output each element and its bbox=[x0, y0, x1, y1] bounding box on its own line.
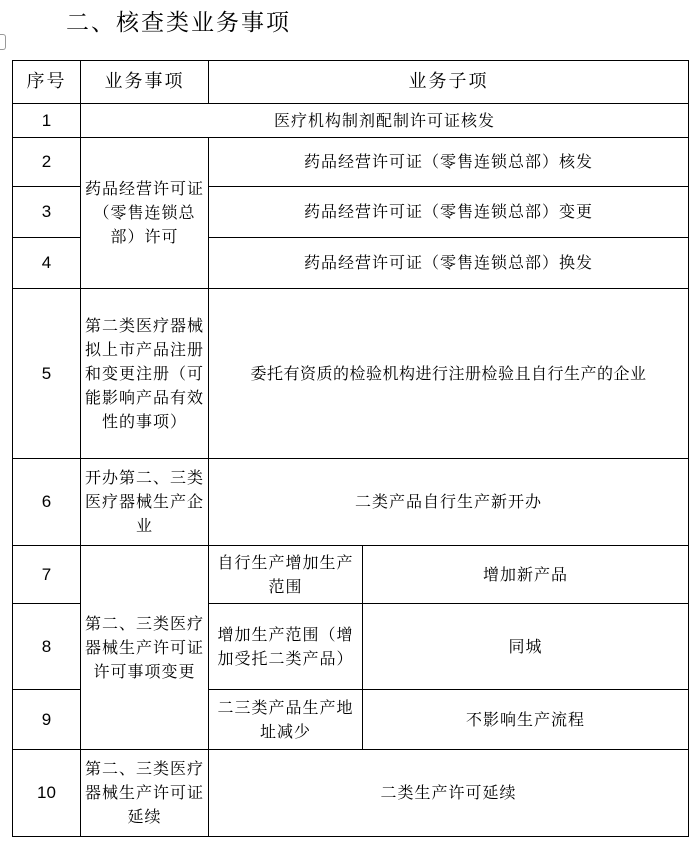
row-subitem: 药品经营许可证（零售连锁总部）换发 bbox=[209, 238, 689, 289]
header-index: 序号 bbox=[13, 61, 81, 104]
row-subitem-a: 二三类产品生产地址减少 bbox=[209, 690, 363, 750]
table-row bbox=[13, 750, 689, 837]
header-subitem: 业务子项 bbox=[209, 61, 689, 104]
header-item: 业务事项 bbox=[81, 61, 209, 104]
table-row bbox=[13, 104, 689, 138]
row-item: 第二、三类医疗器械生产许可证延续 bbox=[81, 750, 209, 837]
row-subitem: 药品经营许可证（零售连锁总部）变更 bbox=[209, 187, 689, 238]
table-row bbox=[13, 289, 689, 459]
row-item: 药品经营许可证（零售连锁总部）许可 bbox=[81, 138, 209, 289]
row-subitem-b: 增加新产品 bbox=[363, 546, 689, 604]
table-header-row bbox=[13, 61, 689, 104]
section-heading: 二、核查类业务事项 bbox=[66, 10, 291, 36]
row-merged-text: 医疗机构制剂配制许可证核发 bbox=[81, 104, 689, 138]
row-index: 2 bbox=[13, 138, 81, 187]
row-index: 7 bbox=[13, 546, 81, 604]
row-subitem-a: 自行生产增加生产范围 bbox=[209, 546, 363, 604]
row-subitem: 委托有资质的检验机构进行注册检验且自行生产的企业 bbox=[209, 289, 689, 459]
table-row bbox=[13, 459, 689, 546]
table-row bbox=[13, 546, 689, 604]
row-subitem: 二类产品自行生产新开办 bbox=[209, 459, 689, 546]
margin-marker bbox=[0, 34, 6, 50]
row-index: 8 bbox=[13, 604, 81, 690]
row-item: 第二类医疗器械拟上市产品注册和变更注册（可能影响产品有效性的事项） bbox=[81, 289, 209, 459]
row-index: 9 bbox=[13, 690, 81, 750]
row-index: 10 bbox=[13, 750, 81, 837]
row-subitem: 二类生产许可延续 bbox=[209, 750, 689, 837]
row-index: 3 bbox=[13, 187, 81, 238]
row-subitem-a: 增加生产范围（增加受托二类产品） bbox=[209, 604, 363, 690]
row-index: 1 bbox=[13, 104, 81, 138]
row-index: 4 bbox=[13, 238, 81, 289]
row-subitem-b: 不影响生产流程 bbox=[363, 690, 689, 750]
row-item: 开办第二、三类医疗器械生产企业 bbox=[81, 459, 209, 546]
row-subitem-b: 同城 bbox=[363, 604, 689, 690]
row-item: 第二、三类医疗器械生产许可证许可事项变更 bbox=[81, 546, 209, 750]
table-row bbox=[13, 138, 689, 187]
verification-items-table bbox=[12, 60, 689, 837]
row-index: 5 bbox=[13, 289, 81, 459]
row-index: 6 bbox=[13, 459, 81, 546]
row-subitem: 药品经营许可证（零售连锁总部）核发 bbox=[209, 138, 689, 187]
